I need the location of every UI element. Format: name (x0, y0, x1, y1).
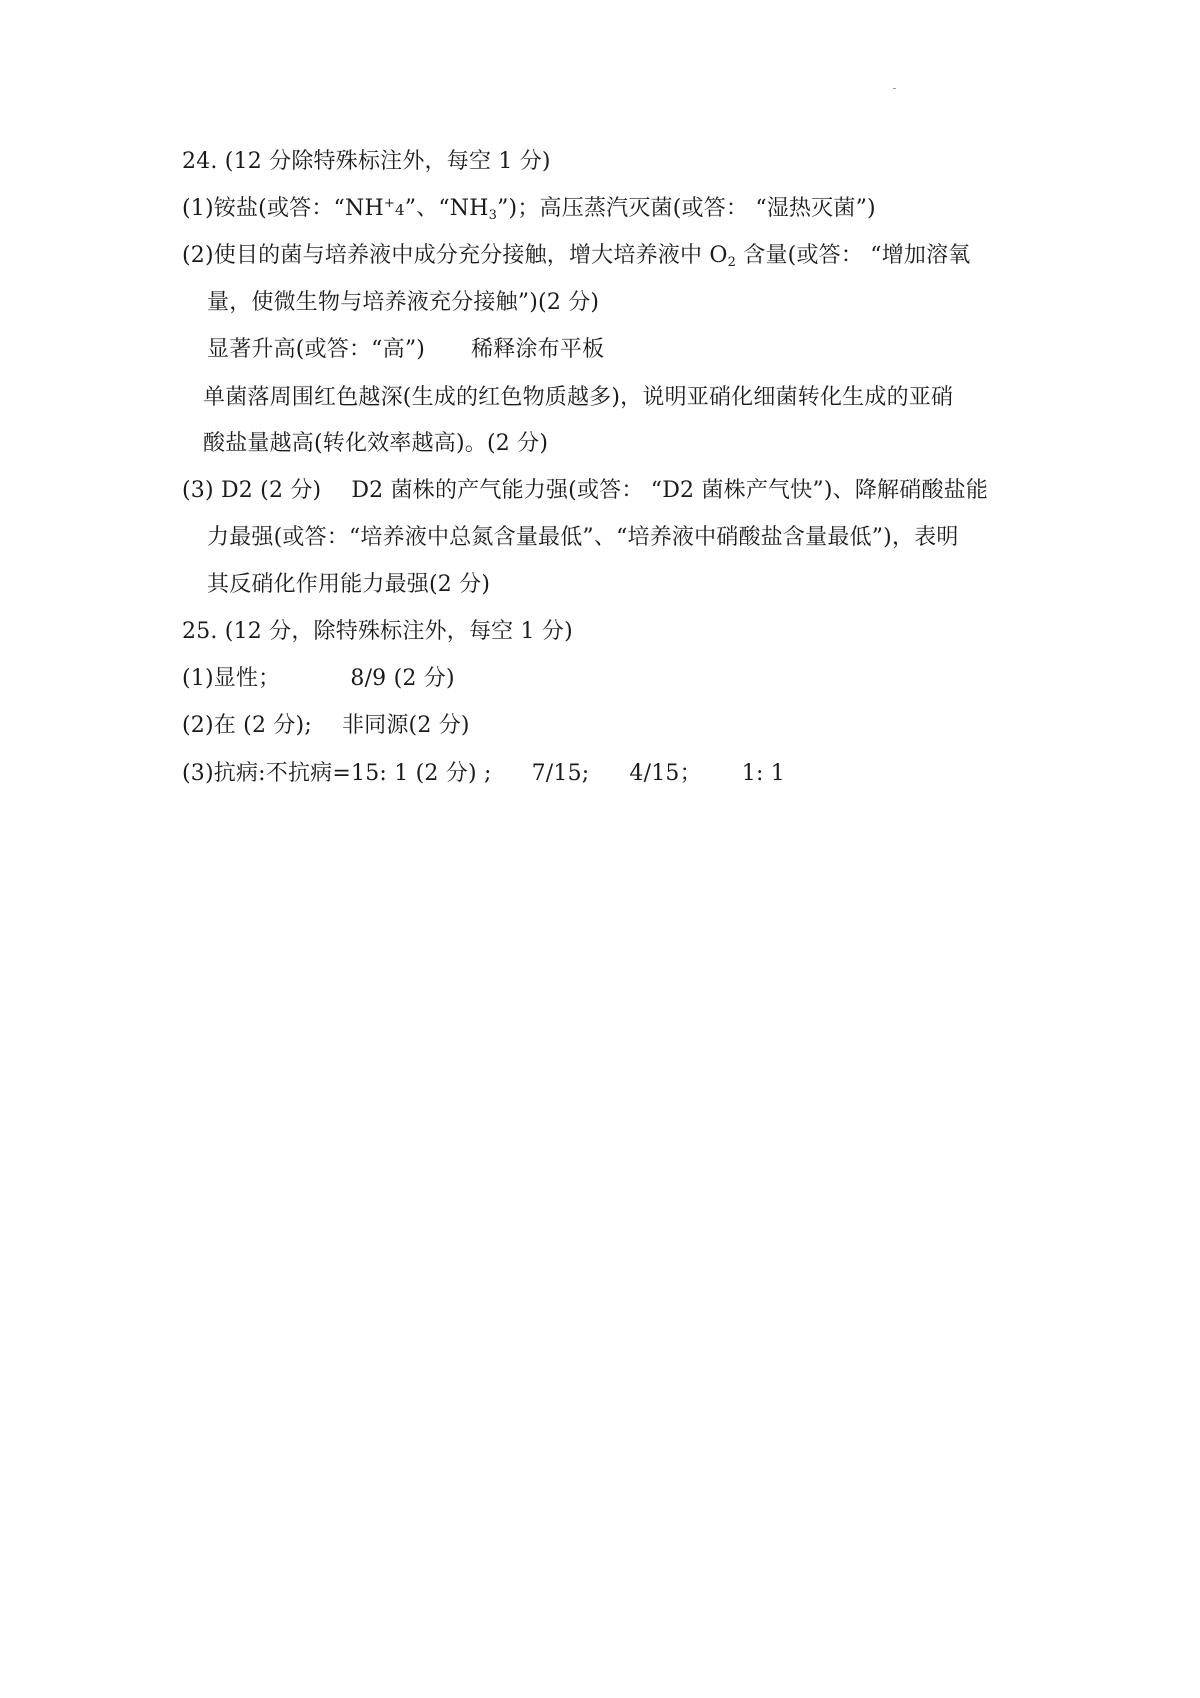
q24-header: 24. (12 分除特殊标注外，每空 1 分) (182, 149, 551, 174)
q24-part3-line2: 力最强(或答：“培养液中总氮含量最低”、“培养液中硝酸盐含量最低”)，表明 (207, 525, 959, 550)
q25-part3: (3)抗病:不抗病=15: 1 (2 分) ; 7/15; 4/15； 1: 1 (182, 761, 785, 786)
q25-part1: (1)显性； 8/9 (2 分) (182, 666, 455, 691)
q24-part2-line3: 显著升高(或答：“高”) 稀释涂布平板 (207, 337, 605, 362)
q24-part3-line3: 其反硝化作用能力最强(2 分) (207, 572, 491, 597)
q24-part3-line1: (3) D2 (2 分) D2 菌株的产气能力强(或答： “D2 菌株产气快”)、降解硝酸盐能 (182, 478, 989, 503)
q24-part1: (1)铵盐(或答：“NH+4”、“$NH_3$”)；高压蒸汽灭菌(或答： “湿热灭菌”) (182, 196, 876, 223)
q24-part2-line2: 量，使微生物与培养液充分接触”)(2 分) (207, 290, 600, 315)
q25-header: 25. (12 分，除特殊标注外，每空 1 分) (182, 619, 573, 644)
q24-part2-line4: 单菌落周围红色越深(生成的红色物质越多)，说明亚硝化细菌转化生成的亚硝 (203, 385, 954, 410)
q24-part2-line1: (2)使目的菌与培养液中成分充分接触，增大培养液中 $O_2$ 含量(或答： “增加溶氧 (182, 243, 971, 270)
scan-mark (893, 88, 896, 89)
q25-part2: (2)在 (2 分); 非同源(2 分) (182, 713, 470, 738)
q24-part2-line5: 酸盐量越高(转化效率越高)。(2 分) (203, 431, 549, 456)
